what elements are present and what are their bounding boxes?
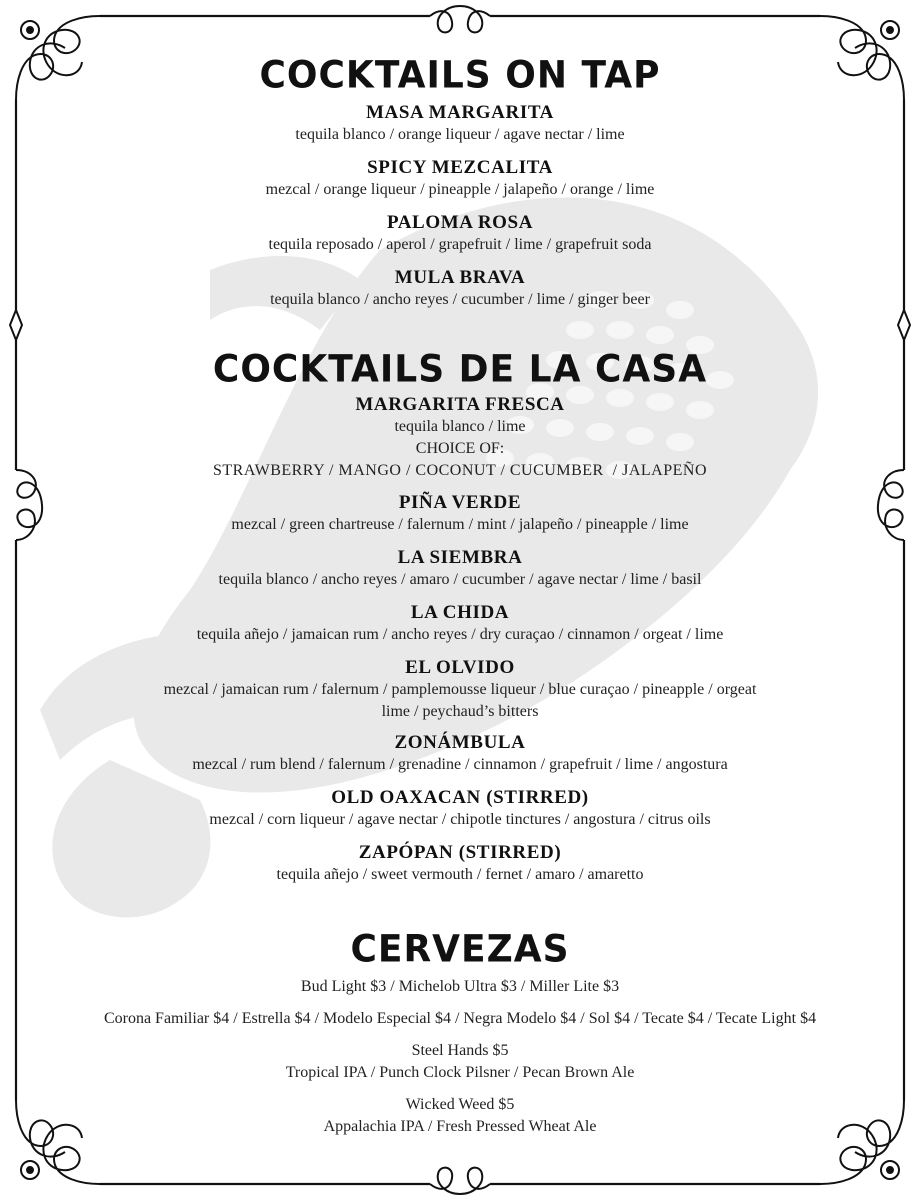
item-name: LA SIEMBRA [397,547,523,568]
item-name: MARGARITA FRESCA [355,394,565,415]
beer-line-domestic: Bud Light $3 / Michelob Ultra $3 / Miller Lite $3 [300,978,620,995]
menu-item [20,492,900,536]
bottom-center-ornament [430,1168,490,1194]
item-ingredients: tequila blanco / ancho reyes / amaro / cucumber / agave nectar / lime / basil [218,571,702,588]
beer-line-wicked-weed: Appalachia IPA / Fresh Pressed Wheat Ale [323,1118,597,1135]
item-ingredients: tequila añejo / sweet vermouth / fernet / amaro / amaretto [276,866,644,883]
menu-item [20,787,900,831]
item-name: OLD OAXACAN (STIRRED) [331,787,589,808]
item-ingredients: mezcal / jamaican rum / falernum / pamplemousse liqueur / blue curaçao / pineapple / orgeat [163,681,757,698]
item-name: MASA MARGARITA [365,102,555,123]
beer-line-mexican: Corona Familiar $4 / Estrella $4 / Modelo Especial $4 / Negra Modelo $4 / Sol $4 / Tecate $4 / Tecate Light $4 [103,1010,817,1027]
item-name: ZAPÓPAN (STIRRED) [358,842,562,863]
item-name: EL OLVIDO [405,657,515,678]
menu-item [20,102,900,146]
item-ingredients: mezcal / orange liqueur / pineapple / jalapeño / orange / lime [265,181,655,198]
menu-item [20,267,900,311]
beer-brewery-wicked-weed: Wicked Weed $5 [405,1096,515,1113]
section-cervezas [20,928,900,1138]
section-casa [20,348,900,886]
side-diamond-ornaments [10,310,910,340]
section-title-on-tap: COCKTAILS ON TAP [259,53,661,97]
menu-item [20,732,900,776]
section-on-tap [20,54,900,311]
beer-line-steel-hands: Tropical IPA / Punch Clock Pilsner / Pecan Brown Ale [285,1064,635,1081]
menu-item [20,547,900,591]
menu-item [20,657,900,723]
item-ingredients: tequila añejo / jamaican rum / ancho reyes / dry curaçao / cinnamon / orgeat / lime [196,626,724,643]
item-name: MULA BRAVA [394,267,526,288]
item-name: LA CHIDA [410,602,510,623]
top-center-ornament [430,6,490,32]
item-name: SPICY MEZCALITA [367,157,553,178]
item-choice-label: CHOICE OF: [415,440,505,457]
menu-item [20,602,900,646]
item-ingredients-continued: lime / peychaud’s bitters [381,703,539,720]
item-ingredients: mezcal / corn liqueur / agave nectar / chipotle tinctures / angostura / citrus oils [209,811,711,828]
menu-item [20,157,900,201]
menu-item [20,394,900,482]
item-ingredients: tequila blanco / lime [394,418,526,435]
item-ingredients: tequila reposado / aperol / grapefruit / lime / grapefruit soda [268,236,652,253]
item-ingredients: tequila blanco / ancho reyes / cucumber / lime / ginger beer [270,291,650,308]
item-choice-options: STRAWBERRY / MANGO / COCONUT / CUCUMBER / JALAPEÑO [212,462,708,479]
section-title-casa: COCKTAILS DE LA CASA [212,347,708,391]
item-name: PIÑA VERDE [398,492,522,513]
beer-brewery-steel-hands: Steel Hands $5 [411,1042,509,1059]
item-ingredients: mezcal / green chartreuse / falernum / mint / jalapeño / pineapple / lime [231,516,689,533]
item-name: ZONÁMBULA [394,732,526,753]
item-name: PALOMA ROSA [386,212,534,233]
section-title-cervezas: CERVEZAS [350,927,570,971]
item-ingredients: mezcal / rum blend / falernum / grenadine / cinnamon / grapefruit / lime / angostura [192,756,728,773]
menu-item [20,212,900,256]
menu-item [20,842,900,886]
item-ingredients: tequila blanco / orange liqueur / agave nectar / lime [295,126,625,143]
